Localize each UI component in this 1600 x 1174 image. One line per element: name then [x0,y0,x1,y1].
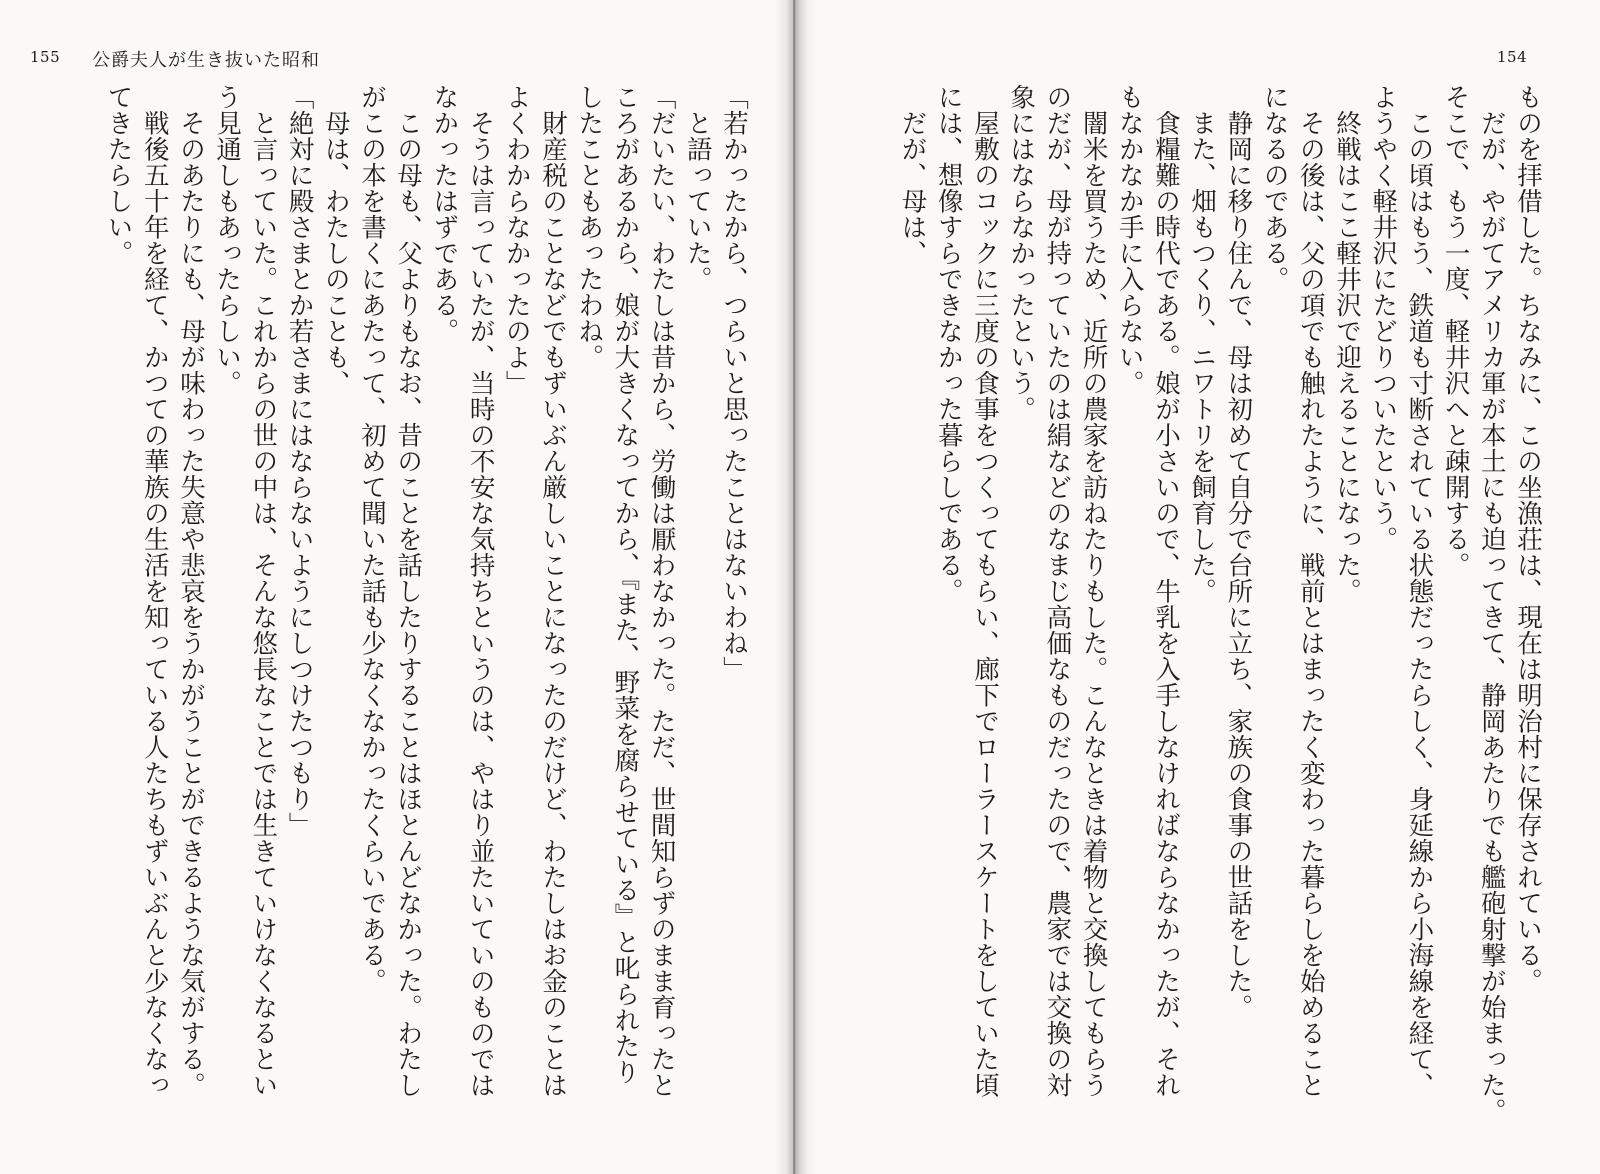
left-page [0,0,788,1174]
text-line: 「絶対に殿さまとか若さまにはならないようにしつけたつもり」 [284,84,315,838]
text-line: てきたらしい。 [103,84,134,266]
text-line: 闇米を買うため、近所の農家を訪ねたりもした。こんなときは着物と交換してもらう [1078,109,1109,1098]
text-line: そのあたりにも、母が味わった失意や悲哀をうかがうことができるような気がする。 [175,109,206,1098]
text-line: 「だいたい、わたしは昔から、労働は厭わなかった。ただ、世間知らずのまま育ったと [646,84,677,1098]
text-line: 静岡に移り住んで、母は初めて自分で台所に立ち、家族の食事の世話をした。 [1223,109,1254,1020]
text-line: 象にはならなかったという。 [1006,84,1037,422]
text-line: この頃はもう、鉄道も寸断されている状態だったらしく、身延線から小海線を経て、 [1404,109,1435,1098]
text-line: のだが、母が持っていたのは絹などのなまじ高価なものだったので、農家では交換の対 [1042,84,1073,1098]
text-line: そこで、もう一度、軽井沢へと疎開する。 [1440,84,1471,578]
text-line: その後は、父の項でも触れたように、戦前とはまったく変わった暮らしを始めること [1295,109,1326,1098]
running-head: 公爵夫人が生き抜いた昭和 [92,50,320,71]
right-body-text [858,84,1546,1164]
text-line: よくわからなかったのよ」 [501,84,532,396]
text-line: う見通しもあったらしい。 [212,84,243,396]
text-line: と言っていた。これからの世の中は、そんな悠長なことでは生きていけなくなるとい [248,109,279,1098]
text-line: 戦後五十年を経て、かつての華族の生活を知っている人たちもずいぶんと少なくなっ [139,109,170,1098]
text-line: ころがあるから、娘が大きくなってから、『また、野菜を腐らせている』と叱られたり [610,84,641,1086]
left-body-text [32,84,752,1164]
text-line: だが、やがてアメリカ軍が本土にも迫ってきて、静岡あたりでも艦砲射撃が始まった。 [1476,109,1507,1124]
text-line: には、想像すらできなかった暮らしである。 [933,84,964,604]
book-gutter-fold [793,0,795,1174]
text-line: したこともあったわね。 [574,84,605,370]
text-line: 母は、わたしのことも、 [320,109,351,396]
text-line: だが、母は、 [897,109,928,266]
text-line: 食糧難の時代である。娘が小さいので、牛乳を入手しなければならなかったが、それ [1150,109,1181,1098]
book-gutter-shadow [775,0,815,1174]
text-line: 屋敷のコックに三度の食事をつくってもらい、廊下でローラースケートをしていた頃 [969,109,1000,1098]
text-line: なかったはずである。 [429,84,460,344]
text-line: ようやく軽井沢にたどりついたという。 [1368,84,1399,552]
text-line: また、畑もつくり、ニワトリを飼育した。 [1187,109,1218,604]
page-number: 155 [30,48,61,66]
text-line: になるのである。 [1259,84,1290,292]
text-line: 財産税のことなどでもずいぶん厳しいことになったのだけど、わたしはお金のことは [537,109,568,1098]
text-line: がこの本を書くにあたって、初めて聞いた話も少なくなかったくらいである。 [356,84,387,994]
text-line: ものを拝借した。ちなみに、この坐漁荘は、現在は明治村に保存されている。 [1513,84,1543,994]
text-line: 「若かったから、つらいと思ったことはないわね」 [719,84,749,682]
text-line: 終戦はここ軽井沢で迎えることになった。 [1331,109,1362,604]
text-line: そうは言っていたが、当時の不安な気持ちというのは、やはり並たいていのものでは [465,109,496,1098]
text-line: もなかなか手に入らない。 [1114,84,1145,396]
text-line: と語っていた。 [682,109,713,292]
page-number: 154 [1497,48,1528,66]
text-line: この母も、父よりもなお、昔のことを話したりすることはほとんどなかった。わたし [393,109,424,1098]
